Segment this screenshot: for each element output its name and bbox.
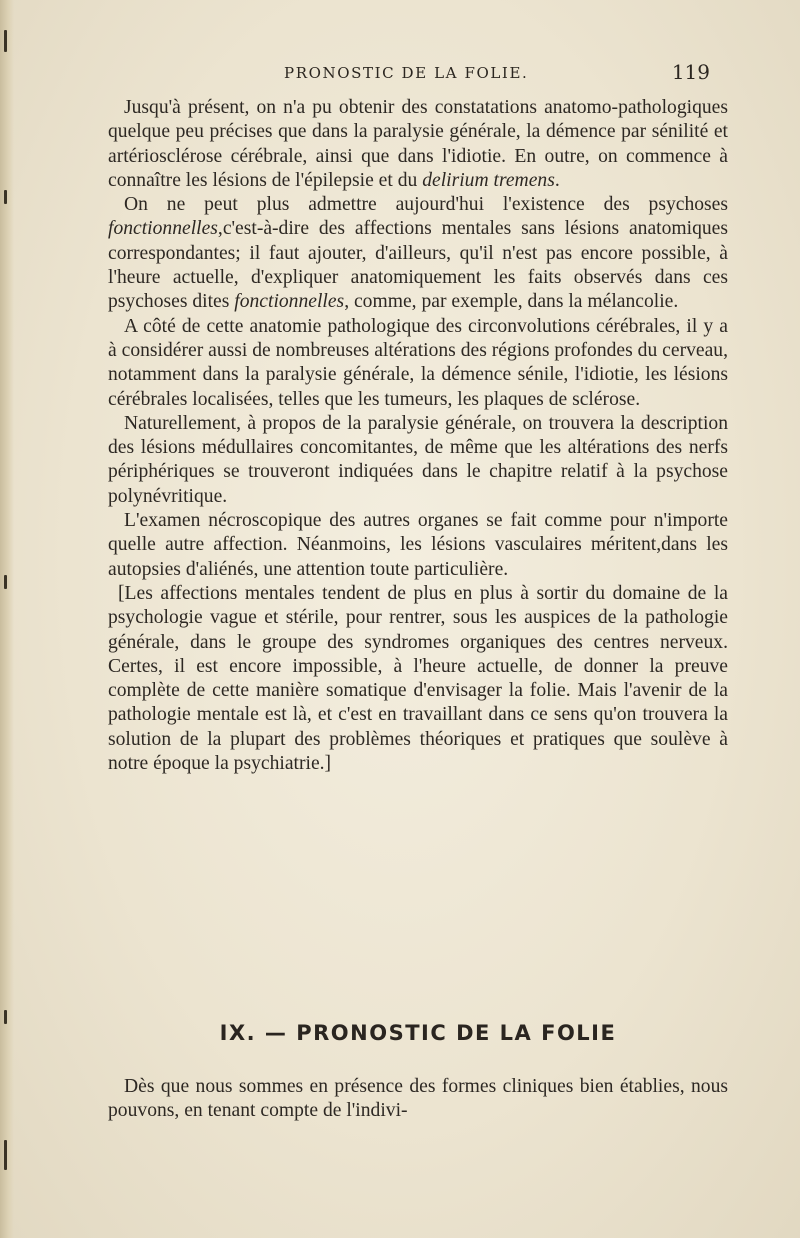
italic-term: delirium tremens	[422, 169, 555, 191]
section-body-text	[108, 1075, 728, 1124]
paragraph: Naturellement, à propos de la paralysie générale, on trouvera la description des lésions médullaires concomitantes, de même que les altérations des nerfs périphériques se trouveront indiquées dans le chapitre relatif à la psychose polynévritique.	[108, 412, 728, 507]
spine-mark	[4, 575, 7, 589]
book-spine-edge	[0, 0, 14, 1238]
paragraph: L'examen nécroscopique des autres organes se fait comme pour n'importe quelle autre affection. Néanmoins, les lésions vasculaires méritent,dans les autopsies d'aliénés, une attention toute particulière.	[108, 510, 728, 580]
bracketed-paragraph: [Les affections mentales tendent de plus en plus à sortir du domaine de la psychologie vague et stérile, pour rentrer, sous les auspices de la pathologie générale, dans le groupe des syndromes organiques des centres nerveux. Certes, il est encore impossible, à l'heure actuelle, de donner la preuve complète de cette manière somatique d'envisager la folie. Mais l'avenir de la pathologie mentale est là, et c'est en travaillant dans ce sens qu'on trouvera la solution de la plupart des problèmes théoriques et pratiques que soulève à notre époque la psychiatrie.]	[108, 582, 728, 775]
page-number: 119	[671, 60, 710, 84]
paragraph: A côté de cette anatomie pathologique des circonvolutions cérébrales, il y a à considérer aussi de nombreuses altérations des régions profondes du cerveau, notamment dans la paralysie générale, la démence sénile, l'idiotie, les lésions cérébrales localisées, telles que les tumeurs, les plaques de sclérose.	[108, 315, 728, 410]
running-head	[108, 62, 718, 86]
text-run: ,c'est-à-dire des affections mentales sans lésions anatomiques correspondantes; il faut ajouter, d'ailleurs, qu'il n'est pas encore possible, à l'heure actuelle, d'expliquer anatomiquement les faits observés dans ces psychoses dites	[108, 218, 728, 313]
paragraph: Dès que nous sommes en présence des formes cliniques bien établies, nous pouvons, en tenant compte de l'indivi-	[108, 1076, 728, 1122]
text-run: Jusqu'à présent, on n'a pu obtenir des constatations anatomo-pathologiques quelque peu précises que dans la paralysie générale, la démence par sénilité et artériosclérose cérébrale, ainsi que dans l'idiotie. En outre, on commence à connaître les lésions de l'épilepsie et du	[108, 97, 728, 191]
spine-mark	[4, 30, 7, 52]
running-head-title: PRONOSTIC DE LA FOLIE.	[284, 64, 529, 82]
section-heading: IX. — PRONOSTIC DE LA FOLIE	[219, 1021, 617, 1045]
italic-term: fonctionnelles	[234, 291, 345, 313]
spine-mark	[4, 1010, 7, 1024]
italic-term: fonctionnelles	[108, 218, 218, 240]
body-text	[108, 96, 728, 776]
text-run: .	[554, 169, 560, 191]
paragraph	[108, 193, 728, 314]
paragraph	[108, 96, 728, 193]
spine-mark	[4, 190, 7, 204]
text-run: On ne peut plus admettre aujourd'hui l'existence des psychoses	[124, 194, 728, 216]
text-run: , comme, par exemple, dans la mélancolie.	[344, 291, 679, 313]
spine-mark	[4, 1140, 7, 1170]
